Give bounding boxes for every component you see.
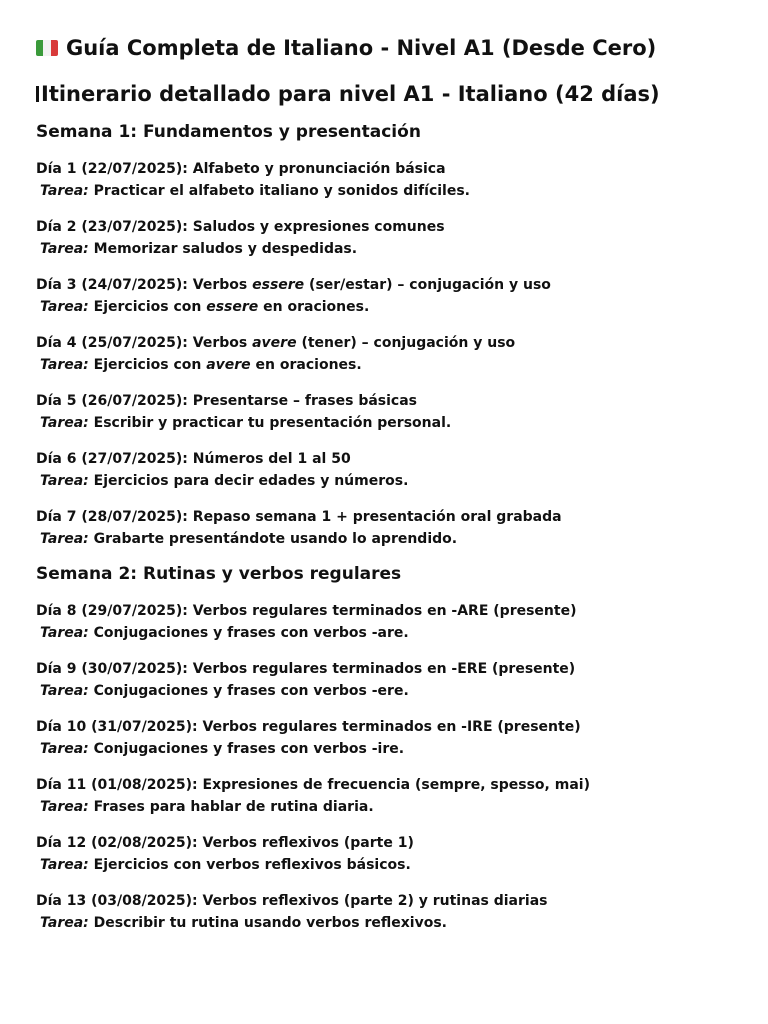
day-entry <box>36 600 736 644</box>
task-label: Tarea: <box>40 857 89 873</box>
week-2-heading: Semana 2: Rutinas y verbos regulares <box>36 564 402 584</box>
task-label: Tarea: <box>40 531 89 547</box>
day-title: Día 7 (28/07/2025): Repaso semana 1 + presentación oral grabada <box>36 509 562 525</box>
task-text: Ejercicios con verbos reflexivos básicos. <box>93 857 411 873</box>
task-text-post: en oraciones. <box>258 299 370 315</box>
task-text: Conjugaciones y frases con verbos -ere. <box>93 683 409 699</box>
task-label: Tarea: <box>40 357 89 373</box>
day-entry <box>36 332 736 376</box>
day-entry <box>36 716 736 760</box>
day-title-pre: Día 4 (25/07/2025): Verbos <box>36 335 253 351</box>
day-task <box>36 912 736 934</box>
week-1-heading: Semana 1: Fundamentos y presentación <box>36 122 421 142</box>
task-label: Tarea: <box>40 183 89 199</box>
day-entry <box>36 890 736 934</box>
task-text: Practicar el alfabeto italiano y sonidos difíciles. <box>93 183 470 199</box>
task-text: Escribir y practicar tu presentación personal. <box>93 415 452 431</box>
day-title-verb: essere <box>252 277 305 293</box>
document-title-text: Guía Completa de Italiano - Nivel A1 (Desde Cero) <box>66 36 657 60</box>
day-title: Día 12 (02/08/2025): Verbos reflexivos (parte 1) <box>36 835 414 851</box>
document-title <box>36 34 736 62</box>
task-text-verb: essere <box>206 299 259 315</box>
itinerary-subtitle <box>36 80 736 108</box>
task-text: Ejercicios para decir edades y números. <box>93 473 409 489</box>
day-task <box>36 412 736 434</box>
day-entry <box>36 390 736 434</box>
day-task <box>36 238 736 260</box>
day-title <box>36 332 736 354</box>
task-label: Tarea: <box>40 241 89 257</box>
day-entry <box>36 774 736 818</box>
task-text: Conjugaciones y frases con verbos -are. <box>93 625 409 641</box>
day-title: Día 8 (29/07/2025): Verbos regulares terminados en -ARE (presente) <box>36 603 577 619</box>
task-label: Tarea: <box>40 683 89 699</box>
task-text: Memorizar saludos y despedidas. <box>93 241 358 257</box>
day-entry <box>36 158 736 202</box>
task-text-post: en oraciones. <box>250 357 362 373</box>
day-entry <box>36 658 736 702</box>
text-cursor-icon <box>36 86 39 102</box>
task-label: Tarea: <box>40 625 89 641</box>
day-task <box>36 470 736 492</box>
day-title: Día 6 (27/07/2025): Números del 1 al 50 <box>36 451 351 467</box>
day-task <box>36 180 736 202</box>
day-task <box>36 296 736 318</box>
day-task <box>36 680 736 702</box>
day-entry <box>36 506 736 550</box>
day-entry <box>36 274 736 318</box>
day-title-post: (tener) – conjugación y uso <box>296 335 516 351</box>
day-title: Día 10 (31/07/2025): Verbos regulares terminados en -IRE (presente) <box>36 719 581 735</box>
day-task <box>36 854 736 876</box>
day-entry <box>36 832 736 876</box>
day-task <box>36 738 736 760</box>
task-label: Tarea: <box>40 415 89 431</box>
task-text-pre: Ejercicios con <box>93 299 207 315</box>
day-title: Día 13 (03/08/2025): Verbos reflexivos (parte 2) y rutinas diarias <box>36 893 548 909</box>
day-title-post: (ser/estar) – conjugación y uso <box>304 277 551 293</box>
itinerary-subtitle-text: Itinerario detallado para nivel A1 - Italiano (42 días) <box>41 82 660 106</box>
task-label: Tarea: <box>40 799 89 815</box>
day-title: Día 11 (01/08/2025): Expresiones de frecuencia (sempre, spesso, mai) <box>36 777 590 793</box>
task-label: Tarea: <box>40 299 89 315</box>
task-label: Tarea: <box>40 915 89 931</box>
day-task <box>36 528 736 550</box>
day-entry <box>36 448 736 492</box>
task-text: Grabarte presentándote usando lo aprendido. <box>93 531 458 547</box>
document-page <box>36 34 736 934</box>
day-title: Día 5 (26/07/2025): Presentarse – frases básicas <box>36 393 418 409</box>
day-entry <box>36 216 736 260</box>
task-text: Describir tu rutina usando verbos reflexivos. <box>93 915 447 931</box>
day-task <box>36 796 736 818</box>
day-task <box>36 354 736 376</box>
day-title-verb: avere <box>252 335 297 351</box>
day-title: Día 9 (30/07/2025): Verbos regulares terminados en -ERE (presente) <box>36 661 576 677</box>
task-text-pre: Ejercicios con <box>93 357 207 373</box>
task-text: Conjugaciones y frases con verbos -ire. <box>93 741 405 757</box>
italy-flag-icon <box>36 40 58 56</box>
day-title: Día 1 (22/07/2025): Alfabeto y pronunciación básica <box>36 161 446 177</box>
day-title-pre: Día 3 (24/07/2025): Verbos <box>36 277 253 293</box>
task-label: Tarea: <box>40 741 89 757</box>
day-title: Día 2 (23/07/2025): Saludos y expresiones comunes <box>36 219 445 235</box>
task-text-verb: avere <box>206 357 251 373</box>
task-text: Frases para hablar de rutina diaria. <box>93 799 374 815</box>
day-task <box>36 622 736 644</box>
task-label: Tarea: <box>40 473 89 489</box>
day-title <box>36 274 736 296</box>
